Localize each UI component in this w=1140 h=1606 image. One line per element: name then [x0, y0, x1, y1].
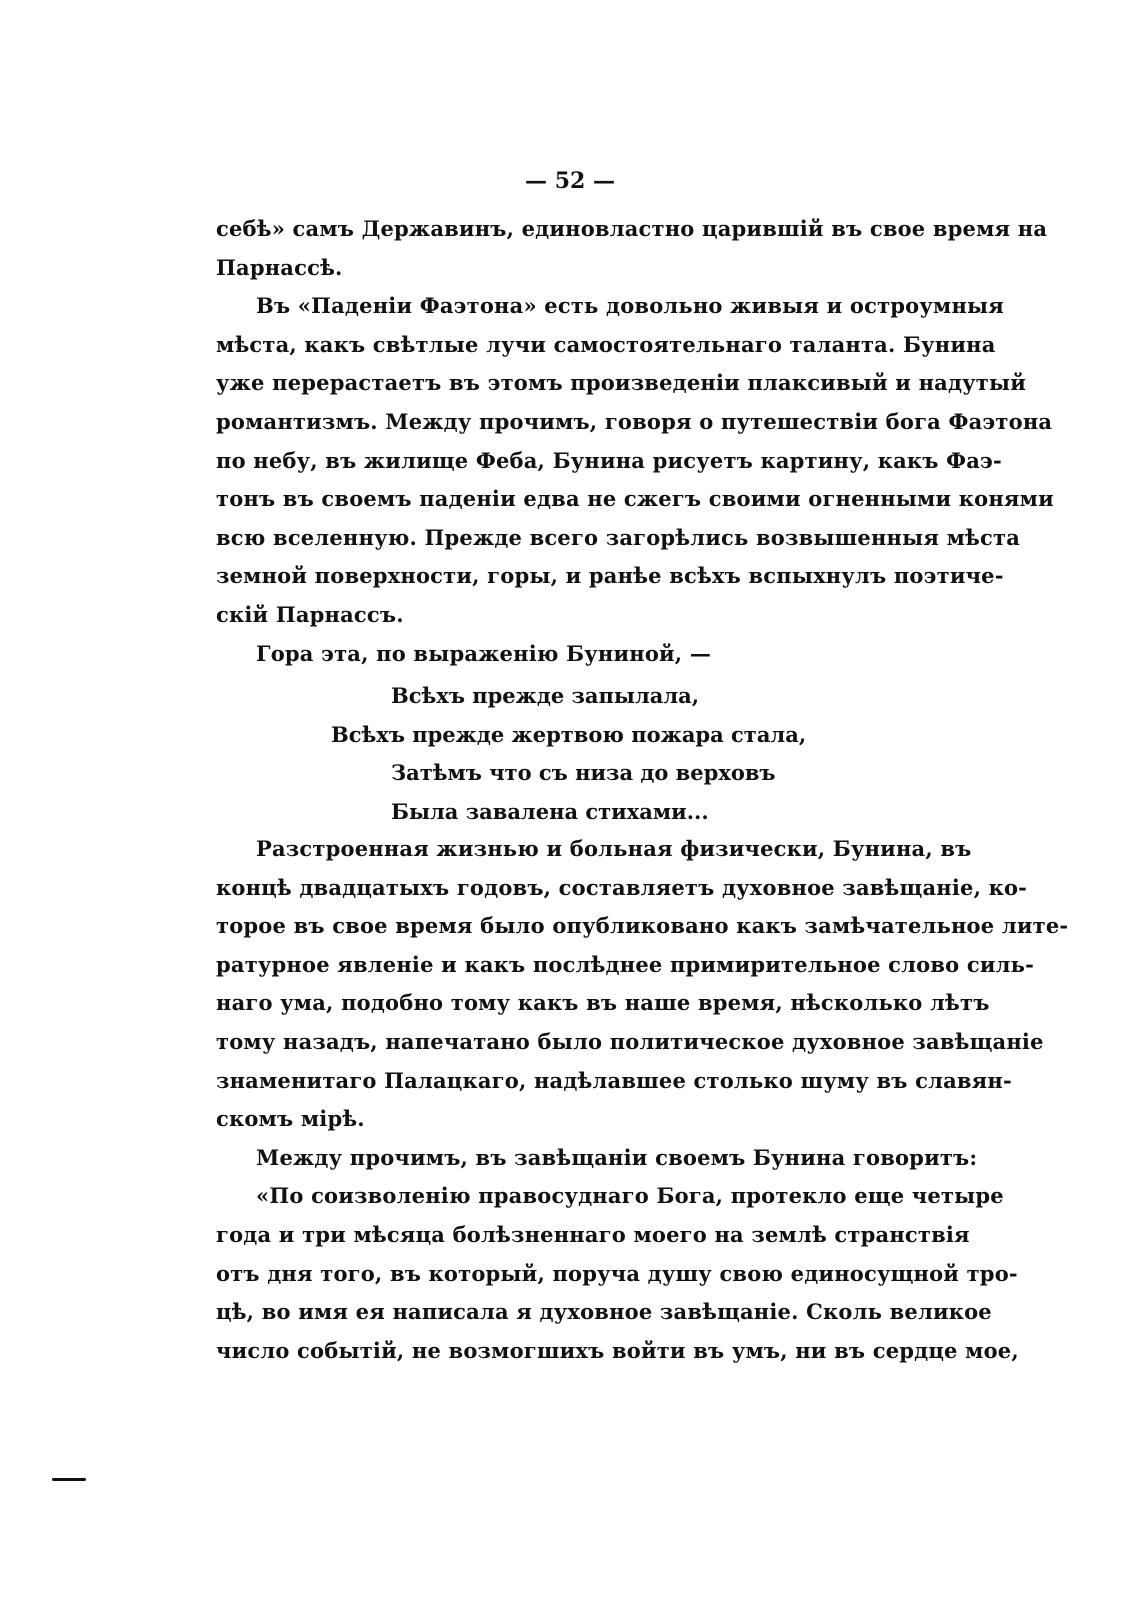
paragraph-mountain — [216, 635, 961, 674]
text-line: Гора эта, по выраженію Буниной, — — [256, 640, 712, 666]
text-line: мѣста, какъ свѣтлые лучи самостоятельнаго таланта. Бунина — [216, 331, 996, 357]
paragraph-testament — [216, 830, 1069, 1139]
text-line: Между прочимъ, въ завѣщаніи своемъ Бунина говоритъ: — [256, 1144, 978, 1170]
text-line: земной поверхности, горы, и ранѣе всѣхъ вспыхнулъ поэтиче- — [216, 563, 1004, 589]
paragraph-intro-quote — [216, 1139, 978, 1178]
paragraph-testament-quote — [216, 1177, 1019, 1370]
paragraph-continuation — [216, 210, 1048, 287]
text-line: тонъ въ своемъ паденіи едва не сжегъ своими огненными конями — [216, 486, 1054, 512]
verse-line: Всѣхъ прежде запылала, — [391, 683, 700, 708]
text-line: по небу, въ жилище Феба, Бунина рисуетъ картину, какъ Фаэ- — [216, 447, 1002, 473]
text-line: романтизмъ. Между прочимъ, говоря о путешествіи бога Фаэтона — [216, 408, 1053, 434]
page-number: — 52 — — [525, 168, 615, 194]
text-line: «По соизволенію правосуднаго Бога, протекло еще четыре — [256, 1183, 1004, 1209]
text-block-top — [216, 210, 1054, 673]
text-line: уже перерастаетъ въ этомъ произведеніи плаксивый и надутый — [216, 370, 1027, 396]
verse-line: Была завалена стихами... — [391, 798, 709, 824]
text-line: себѣ» самъ Державинъ, единовластно царившій въ свое время на — [216, 216, 1048, 241]
text-line: число событій, не возмогшихъ войти въ умъ, ни въ сердце мое, — [216, 1337, 1019, 1363]
text-line: наго ума, подобно тому какъ въ наше время, нѣсколько лѣтъ — [216, 990, 990, 1016]
verse-line: Всѣхъ прежде жертвою пожара стала, — [331, 721, 807, 747]
text-line: Въ «Паденіи Фаэтона» есть довольно живыя и остроумныя — [256, 293, 1004, 319]
text-line: Парнассѣ. — [216, 254, 343, 280]
text-line: года и три мѣсяца болѣзненнаго моего на землѣ странствія — [216, 1221, 970, 1247]
text-line: цѣ, во имя ея написала я духовное завѣщаніе. Сколь великое — [216, 1299, 992, 1325]
verse-line: Затѣмъ что съ низа до верховъ — [391, 760, 776, 786]
text-line: тому назадъ, напечатано было политическое духовное завѣщаніе — [216, 1028, 1044, 1054]
text-block-bottom — [216, 830, 1069, 1370]
text-line: всю вселенную. Прежде всего загорѣлись возвышенныя мѣста — [216, 524, 1021, 550]
paragraph-phaeton — [216, 287, 1054, 634]
text-line: Разстроенная жизнью и больная физически, Бунина, въ — [256, 836, 972, 861]
text-line: отъ дня того, въ который, поруча душу свою единосущной тро- — [216, 1260, 1018, 1286]
text-line: знаменитаго Палацкаго, надѣлавшее столько шуму въ славян- — [216, 1067, 1012, 1093]
margin-mark — [52, 1478, 86, 1481]
verse-quote — [0, 677, 1140, 831]
text-line: скомъ мірѣ. — [216, 1106, 365, 1132]
text-line: торое въ свое время было опубликовано какъ замѣчательное лите- — [216, 913, 1069, 939]
text-line: ратурное явленіе и какъ послѣднее примирительное слово силь- — [216, 951, 1034, 977]
text-line: концѣ двадцатыхъ годовъ, составляетъ духовное завѣщаніе, ко- — [216, 874, 1028, 900]
text-line: скій Парнассъ. — [216, 601, 404, 627]
